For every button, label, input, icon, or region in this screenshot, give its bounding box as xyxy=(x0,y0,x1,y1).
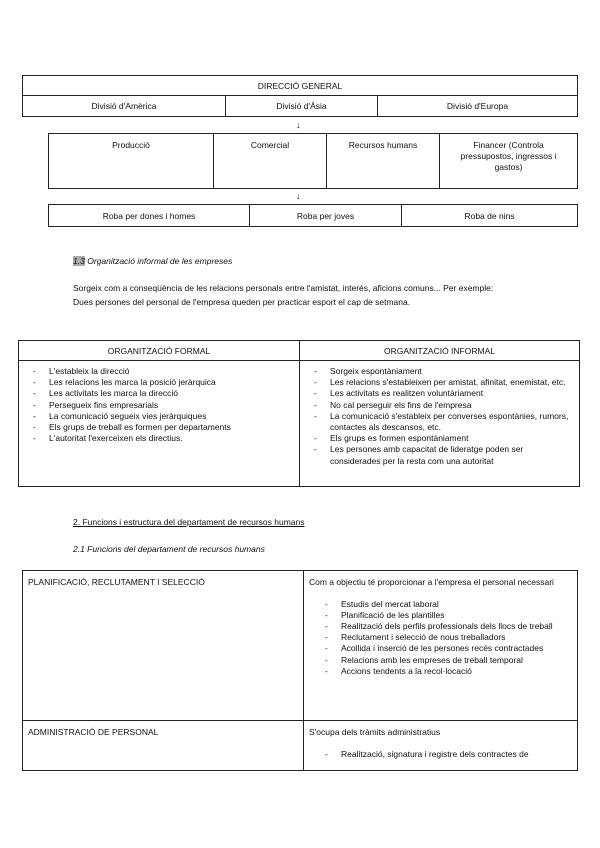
list-item: - La comunicació s'estableix per converses espontànies, rumors, contactes als descansos, etc. xyxy=(308,411,571,433)
function-name: ADMINISTRACIÓ DE PERSONAL xyxy=(23,721,304,771)
functions-table xyxy=(22,570,578,771)
list-item: - Els grups de treball es formen per departaments xyxy=(27,422,291,433)
section-number: 1.3 xyxy=(73,256,85,266)
dept-comercial: Comercial xyxy=(214,134,327,189)
function-items xyxy=(319,749,572,760)
section-2-1-heading: 2.1 Funcions del departament de recursos humans xyxy=(73,544,265,554)
list-item: - Les relacions s'estableixen per amistat, afinitat, enemistat, etc. xyxy=(308,377,571,388)
section-2-heading: 2. Funcions i estructura del departament de recursos humans xyxy=(73,517,305,527)
org-chart-top xyxy=(22,75,578,117)
list-item: - Realització dels perfils professionals dels llocs de treball xyxy=(319,621,572,632)
header-formal: ORGANITZACIÓ FORMAL xyxy=(19,341,300,361)
informal-list xyxy=(308,366,571,467)
function-intro: S'ocupa dels tràmits administratius xyxy=(309,727,441,737)
list-item: - Les persones amb capacitat de lideratge poden ser considerades per la resta com una autoritat xyxy=(308,444,571,466)
dept-recursos-humans: Recursos humans xyxy=(327,134,440,189)
arrow-down-icon: ↓ xyxy=(296,120,301,130)
header-informal: ORGANITZACIÓ INFORMAL xyxy=(300,341,580,361)
formal-list xyxy=(27,366,291,444)
dept-financer: Financer (Controla pressupostos, ingressos i gastos) xyxy=(440,134,578,189)
list-item: - Acollida i inserció de les persones recés contractades xyxy=(319,643,572,654)
direccio-general: DIRECCIÓ GENERAL xyxy=(23,76,578,96)
list-item: - Les relacions les marca la posició jeràrquica xyxy=(27,377,291,388)
section-1-3-heading xyxy=(73,256,232,266)
list-item: - Les activitats les marca la direcció xyxy=(27,388,291,399)
list-item: - Realització, signatura i registre dels contractes de xyxy=(319,749,572,760)
function-name: PLANIFICACIÓ, RECLUTAMENT I SELECCIÓ xyxy=(23,571,304,721)
product-nins: Roba de nins xyxy=(402,205,578,227)
division-asia: Divisió d'Àsia xyxy=(226,96,378,117)
list-item: - Planificació de les plantilles xyxy=(319,610,572,621)
list-item: - Estudis del mercat laboral xyxy=(319,599,572,610)
list-item: - No cal perseguir els fins de l'empresa xyxy=(308,400,571,411)
dept-produccio: Producció xyxy=(49,134,214,189)
section-paragraph: Sorgeix com a conseqüència de les relacions personals entre l'amistat, interés, aficions comuns... Per exemple: Dues persones del personal de l'empresa queden per practicar esport el cap de setmana. xyxy=(73,283,494,307)
list-item: - L'estableix la direcció xyxy=(27,366,291,377)
list-item: - Les activitats es realitzen voluntàriament xyxy=(308,388,571,399)
function-intro: Com a objectiu té proporcionar a l'empresa el personal necessari xyxy=(309,577,554,587)
list-item: - Persegueix fins empresarials xyxy=(27,400,291,411)
arrow-down-icon: ↓ xyxy=(296,191,301,201)
function-items xyxy=(319,599,572,677)
list-item: - La comunicació segueix vies jeràrquiques xyxy=(27,411,291,422)
product-dones-homes: Roba per dones i homes xyxy=(49,205,250,227)
list-item: - Reclutament i selecció de nous treballadors xyxy=(319,632,572,643)
list-item: - Sorgeix espontàniament xyxy=(308,366,571,377)
table-row xyxy=(23,571,578,721)
list-item: - Accions tendents a la recol·locació xyxy=(319,666,572,677)
org-chart-departments xyxy=(48,133,578,189)
comparison-table xyxy=(18,340,580,487)
division-america: Divisió d'Amèrica xyxy=(23,96,226,117)
product-joves: Roba per joves xyxy=(250,205,402,227)
list-item: - Els grups es formen espontàniament xyxy=(308,433,571,444)
org-chart-products xyxy=(48,204,578,227)
section-title: Organització informal de les empreses xyxy=(87,256,233,266)
table-row xyxy=(23,721,578,771)
division-europa: Divisió d'Europa xyxy=(378,96,578,117)
list-item: - L'autoritat l'exerceixen els directius. xyxy=(27,433,291,444)
list-item: - Relacions amb les empreses de treball temporal xyxy=(319,655,572,666)
